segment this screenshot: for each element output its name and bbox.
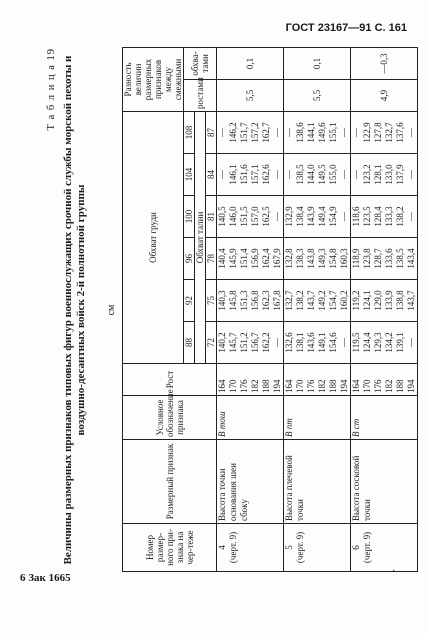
measurement-value: 144,1 <box>306 122 316 143</box>
table-row <box>351 47 418 571</box>
measurement-value: 122,9 <box>362 122 372 143</box>
height-values <box>217 364 284 396</box>
measurement-value: 146,2 <box>228 122 238 143</box>
measurement-value: 139,1 <box>395 332 405 353</box>
measurement-value: 149,6 <box>317 122 327 143</box>
measurement-value: 133,6 <box>384 248 394 269</box>
height-value: 188 <box>395 379 405 393</box>
measurement-value: 149,1 <box>317 332 327 353</box>
measurement-value: 138,6 <box>295 122 305 143</box>
measurement-value: 123,5 <box>362 206 372 227</box>
measurement-value: — <box>272 170 282 179</box>
measurement-value: 143,8 <box>306 248 316 269</box>
measurement-value: — <box>406 212 416 221</box>
measurement-value: 151,4 <box>239 248 249 269</box>
height-value: 164 <box>351 379 361 393</box>
height-value: 194 <box>406 379 416 393</box>
height-values <box>284 364 351 396</box>
height-value: 170 <box>362 379 372 393</box>
measurement-value: 146,1 <box>228 164 238 185</box>
measurement-value: 138,3 <box>295 248 305 269</box>
measurement-column <box>284 154 351 196</box>
diff-chest-value: 0,1 <box>284 47 351 79</box>
measurement-column <box>217 238 284 280</box>
measurement-column <box>351 154 418 196</box>
measurement-value: 162,2 <box>261 332 271 353</box>
measurement-value: — <box>339 170 349 179</box>
chest-size-header: 100 <box>184 196 195 238</box>
measurement-value: 123,8 <box>362 248 372 269</box>
measurement-column <box>351 238 418 280</box>
height-value: 194 <box>272 379 282 393</box>
measurement-column <box>217 154 284 196</box>
feature-number: 4 <box>217 545 227 550</box>
measurement-value: 167,9 <box>272 248 282 269</box>
height-value: 182 <box>317 379 327 393</box>
measurement-value: 140,5 <box>217 206 227 227</box>
measurement-value: 154,6 <box>328 332 338 353</box>
col-header-number: Номер размер-ного при-знака на чер-теже <box>123 524 217 572</box>
measurement-value: — <box>284 170 294 179</box>
measurement-value: 132,8 <box>284 248 294 269</box>
measurement-value: — <box>406 338 416 347</box>
feature-name: Высота точки основания шеи сбоку <box>217 440 284 524</box>
col-header-chest: Обхват груди <box>123 111 184 363</box>
measurement-value: 151,5 <box>239 206 249 227</box>
waist-size-header: 81 <box>206 196 217 238</box>
measurement-value: — <box>406 127 416 137</box>
measurement-column <box>284 238 351 280</box>
height-value: 176 <box>373 379 383 393</box>
measurement-value: 127,8 <box>373 122 383 143</box>
measurement-value: — <box>351 170 361 179</box>
rotated-table-page <box>44 46 416 574</box>
diff-chest-header: обхва-тами <box>184 47 217 79</box>
diff-height-value: 5,5 <box>217 79 284 111</box>
waist-size-header: 78 <box>206 238 217 280</box>
feature-name: Высота сосковой точки <box>351 440 418 524</box>
measurement-value: 154,8 <box>328 248 338 269</box>
measurement-value: 143,4 <box>406 248 416 269</box>
measurement-value: 146,0 <box>228 206 238 227</box>
unit-label: см <box>106 304 117 316</box>
measurement-value: 167,8 <box>272 290 282 311</box>
waist-size-header: 84 <box>206 154 217 196</box>
measurement-value: 149,3 <box>317 248 327 269</box>
height-value: 164 <box>217 379 227 393</box>
measurement-value: 119,5 <box>351 332 361 353</box>
drawing-reference: (черт. 9) <box>295 531 305 564</box>
chest-size-header: 88 <box>184 322 195 364</box>
feature-name: Высота плечевой точки <box>284 440 351 524</box>
drawing-reference: (черт. 9) <box>228 531 238 564</box>
footer-mark: · <box>392 566 396 577</box>
measurement-value: 143,6 <box>306 332 316 353</box>
measurement-value: 160,2 <box>339 290 349 311</box>
measurement-value: 144,0 <box>306 164 316 185</box>
height-value: 182 <box>384 379 394 393</box>
measurement-value: — <box>217 127 227 137</box>
measurement-value: — <box>339 127 349 137</box>
measurement-column <box>351 111 418 153</box>
measurement-value: 138,2 <box>295 290 305 311</box>
chest-size-header: 108 <box>184 111 195 153</box>
measurement-value: 138,4 <box>295 206 305 227</box>
measurement-value: 138,5 <box>395 248 405 269</box>
diff-chest-value: 0,1 <box>217 47 284 79</box>
col-header-height: Рост <box>123 364 217 396</box>
chest-size-header: 104 <box>184 154 195 196</box>
measurement-value: 129,3 <box>373 332 383 353</box>
measurement-value: 145,8 <box>228 290 238 311</box>
measurement-column <box>217 196 284 238</box>
measurement-value: 132,7 <box>384 122 394 143</box>
measurement-value: 143,9 <box>306 206 316 227</box>
measurement-value: 149,2 <box>317 290 327 311</box>
diff-chest-value: —0,3 <box>351 47 418 79</box>
diff-height-value: 4,9 <box>351 79 418 111</box>
measurement-value: 132,9 <box>284 206 294 227</box>
measurement-value: 157,0 <box>250 206 260 227</box>
waist-size-header: 75 <box>206 280 217 322</box>
measurement-value: 118,6 <box>351 206 361 227</box>
table-row <box>284 47 351 571</box>
measurement-value: 155,1 <box>328 122 338 143</box>
feature-symbol: В тош <box>217 396 284 440</box>
measurement-column <box>284 111 351 153</box>
height-value: 182 <box>250 379 260 393</box>
measurement-table <box>122 47 418 572</box>
measurement-value: — <box>339 338 349 347</box>
col-header-diff: Разность величин размерных признаков между смежными <box>123 47 184 111</box>
feature-symbol: В пт <box>284 396 351 440</box>
measurement-value: 162,4 <box>261 248 271 269</box>
measurement-value: 133,0 <box>384 164 394 185</box>
height-value: 188 <box>261 379 271 393</box>
measurement-value: 154,9 <box>328 206 338 227</box>
measurement-column <box>217 111 284 153</box>
measurement-value: 162,7 <box>261 122 271 143</box>
col-header-symbol: Условное обозначение признака <box>123 396 217 440</box>
measurement-column <box>284 196 351 238</box>
height-value: 176 <box>239 379 249 393</box>
page-footer: 6 Зак 1665 <box>20 572 71 584</box>
measurement-column <box>284 280 351 322</box>
measurement-value: 145,7 <box>228 332 238 353</box>
feature-number: 6 <box>351 545 361 550</box>
measurement-value: 156,9 <box>250 248 260 269</box>
measurement-column <box>217 280 284 322</box>
col-header-waist: Обхват талии <box>195 111 206 363</box>
measurement-value: 151,2 <box>239 332 249 353</box>
measurement-value: 151,7 <box>239 122 249 143</box>
measurement-value: 162,6 <box>261 164 271 185</box>
feature-symbol: В ст <box>351 396 418 440</box>
height-value: 176 <box>306 379 316 393</box>
measurement-value: 156,8 <box>250 290 260 311</box>
measurement-value: — <box>284 127 294 137</box>
measurement-value: 137,9 <box>395 164 405 185</box>
height-value: 170 <box>228 379 238 393</box>
measurement-column <box>217 322 284 364</box>
feature-number: 5 <box>284 545 294 550</box>
measurement-value: 138,8 <box>395 290 405 311</box>
measurement-value: 160,3 <box>339 248 349 269</box>
measurement-value: 151,3 <box>239 290 249 311</box>
measurement-value: 143,7 <box>306 290 316 311</box>
table-row <box>217 47 284 571</box>
measurement-value: — <box>217 170 227 179</box>
feature-number-cell <box>217 524 284 572</box>
measurement-value: 134,2 <box>384 332 394 353</box>
measurement-value: 123,2 <box>362 164 372 185</box>
measurement-value: 124,1 <box>362 290 372 311</box>
table-number: Т а б л и ц а 19 <box>46 48 57 131</box>
measurement-column <box>351 280 418 322</box>
measurement-value: 138,2 <box>395 206 405 227</box>
measurement-value: 128,4 <box>373 206 383 227</box>
diff-height-header: ростами <box>184 79 217 111</box>
measurement-value: 133,3 <box>384 206 394 227</box>
chest-size-header: 92 <box>184 280 195 322</box>
measurement-value: 162,5 <box>261 206 271 227</box>
measurement-value: 118,9 <box>351 248 361 269</box>
measurement-value: — <box>272 127 282 137</box>
height-value: 170 <box>295 379 305 393</box>
waist-size-header: 87 <box>206 111 217 153</box>
measurement-value: 151,6 <box>239 164 249 185</box>
measurement-value: 140,4 <box>217 248 227 269</box>
measurement-value: 138,1 <box>295 332 305 353</box>
measurement-value: 162,3 <box>261 290 271 311</box>
measurement-column <box>351 322 418 364</box>
measurement-value: — <box>351 127 361 137</box>
measurement-value: 157,2 <box>250 122 260 143</box>
measurement-value: 155,0 <box>328 164 338 185</box>
measurement-value: 149,4 <box>317 206 327 227</box>
measurement-value: 145,9 <box>228 248 238 269</box>
measurement-value: 132,6 <box>284 332 294 353</box>
measurement-value: — <box>339 212 349 221</box>
measurement-value: 137,6 <box>395 122 405 143</box>
height-value: 188 <box>328 379 338 393</box>
chest-size-header: 96 <box>184 238 195 280</box>
measurement-column <box>284 322 351 364</box>
measurement-value: 138,5 <box>295 164 305 185</box>
measurement-value: — <box>272 212 282 221</box>
feature-number-cell <box>351 524 418 572</box>
measurement-value: 124,4 <box>362 332 372 353</box>
measurement-value: 140,2 <box>217 332 227 353</box>
measurement-value: 149,5 <box>317 164 327 185</box>
drawing-reference: (черт. 9) <box>362 531 372 564</box>
measurement-value: 154,7 <box>328 290 338 311</box>
feature-number-cell <box>284 524 351 572</box>
measurement-value: 132,7 <box>284 290 294 311</box>
table-title: Величины размерных признаков типовых фигур военнослужащих срочной службы морской пехоты и воздушно-десантных войск 2-й полнотной группы <box>62 55 87 565</box>
measurement-value: — <box>272 338 282 347</box>
col-header-name: Размерный признак <box>123 440 217 524</box>
measurement-value: 129,0 <box>373 290 383 311</box>
height-values <box>351 364 418 396</box>
measurement-value: — <box>406 170 416 179</box>
height-value: 164 <box>284 379 294 393</box>
measurement-value: 128,1 <box>373 164 383 185</box>
page-header: ГОСТ 23167—91 С. 161 <box>285 22 407 34</box>
measurement-column <box>351 196 418 238</box>
measurement-value: 119,2 <box>351 290 361 311</box>
measurement-value: 128,7 <box>373 248 383 269</box>
measurement-value: 140,3 <box>217 290 227 311</box>
measurement-value: 143,7 <box>406 290 416 311</box>
measurement-value: 156,7 <box>250 332 260 353</box>
table-body <box>217 47 418 571</box>
measurement-value: 157,1 <box>250 164 260 185</box>
measurement-value: 133,9 <box>384 290 394 311</box>
waist-size-header: 72 <box>206 322 217 364</box>
diff-height-value: 5,5 <box>284 79 351 111</box>
height-value: 194 <box>339 379 349 393</box>
